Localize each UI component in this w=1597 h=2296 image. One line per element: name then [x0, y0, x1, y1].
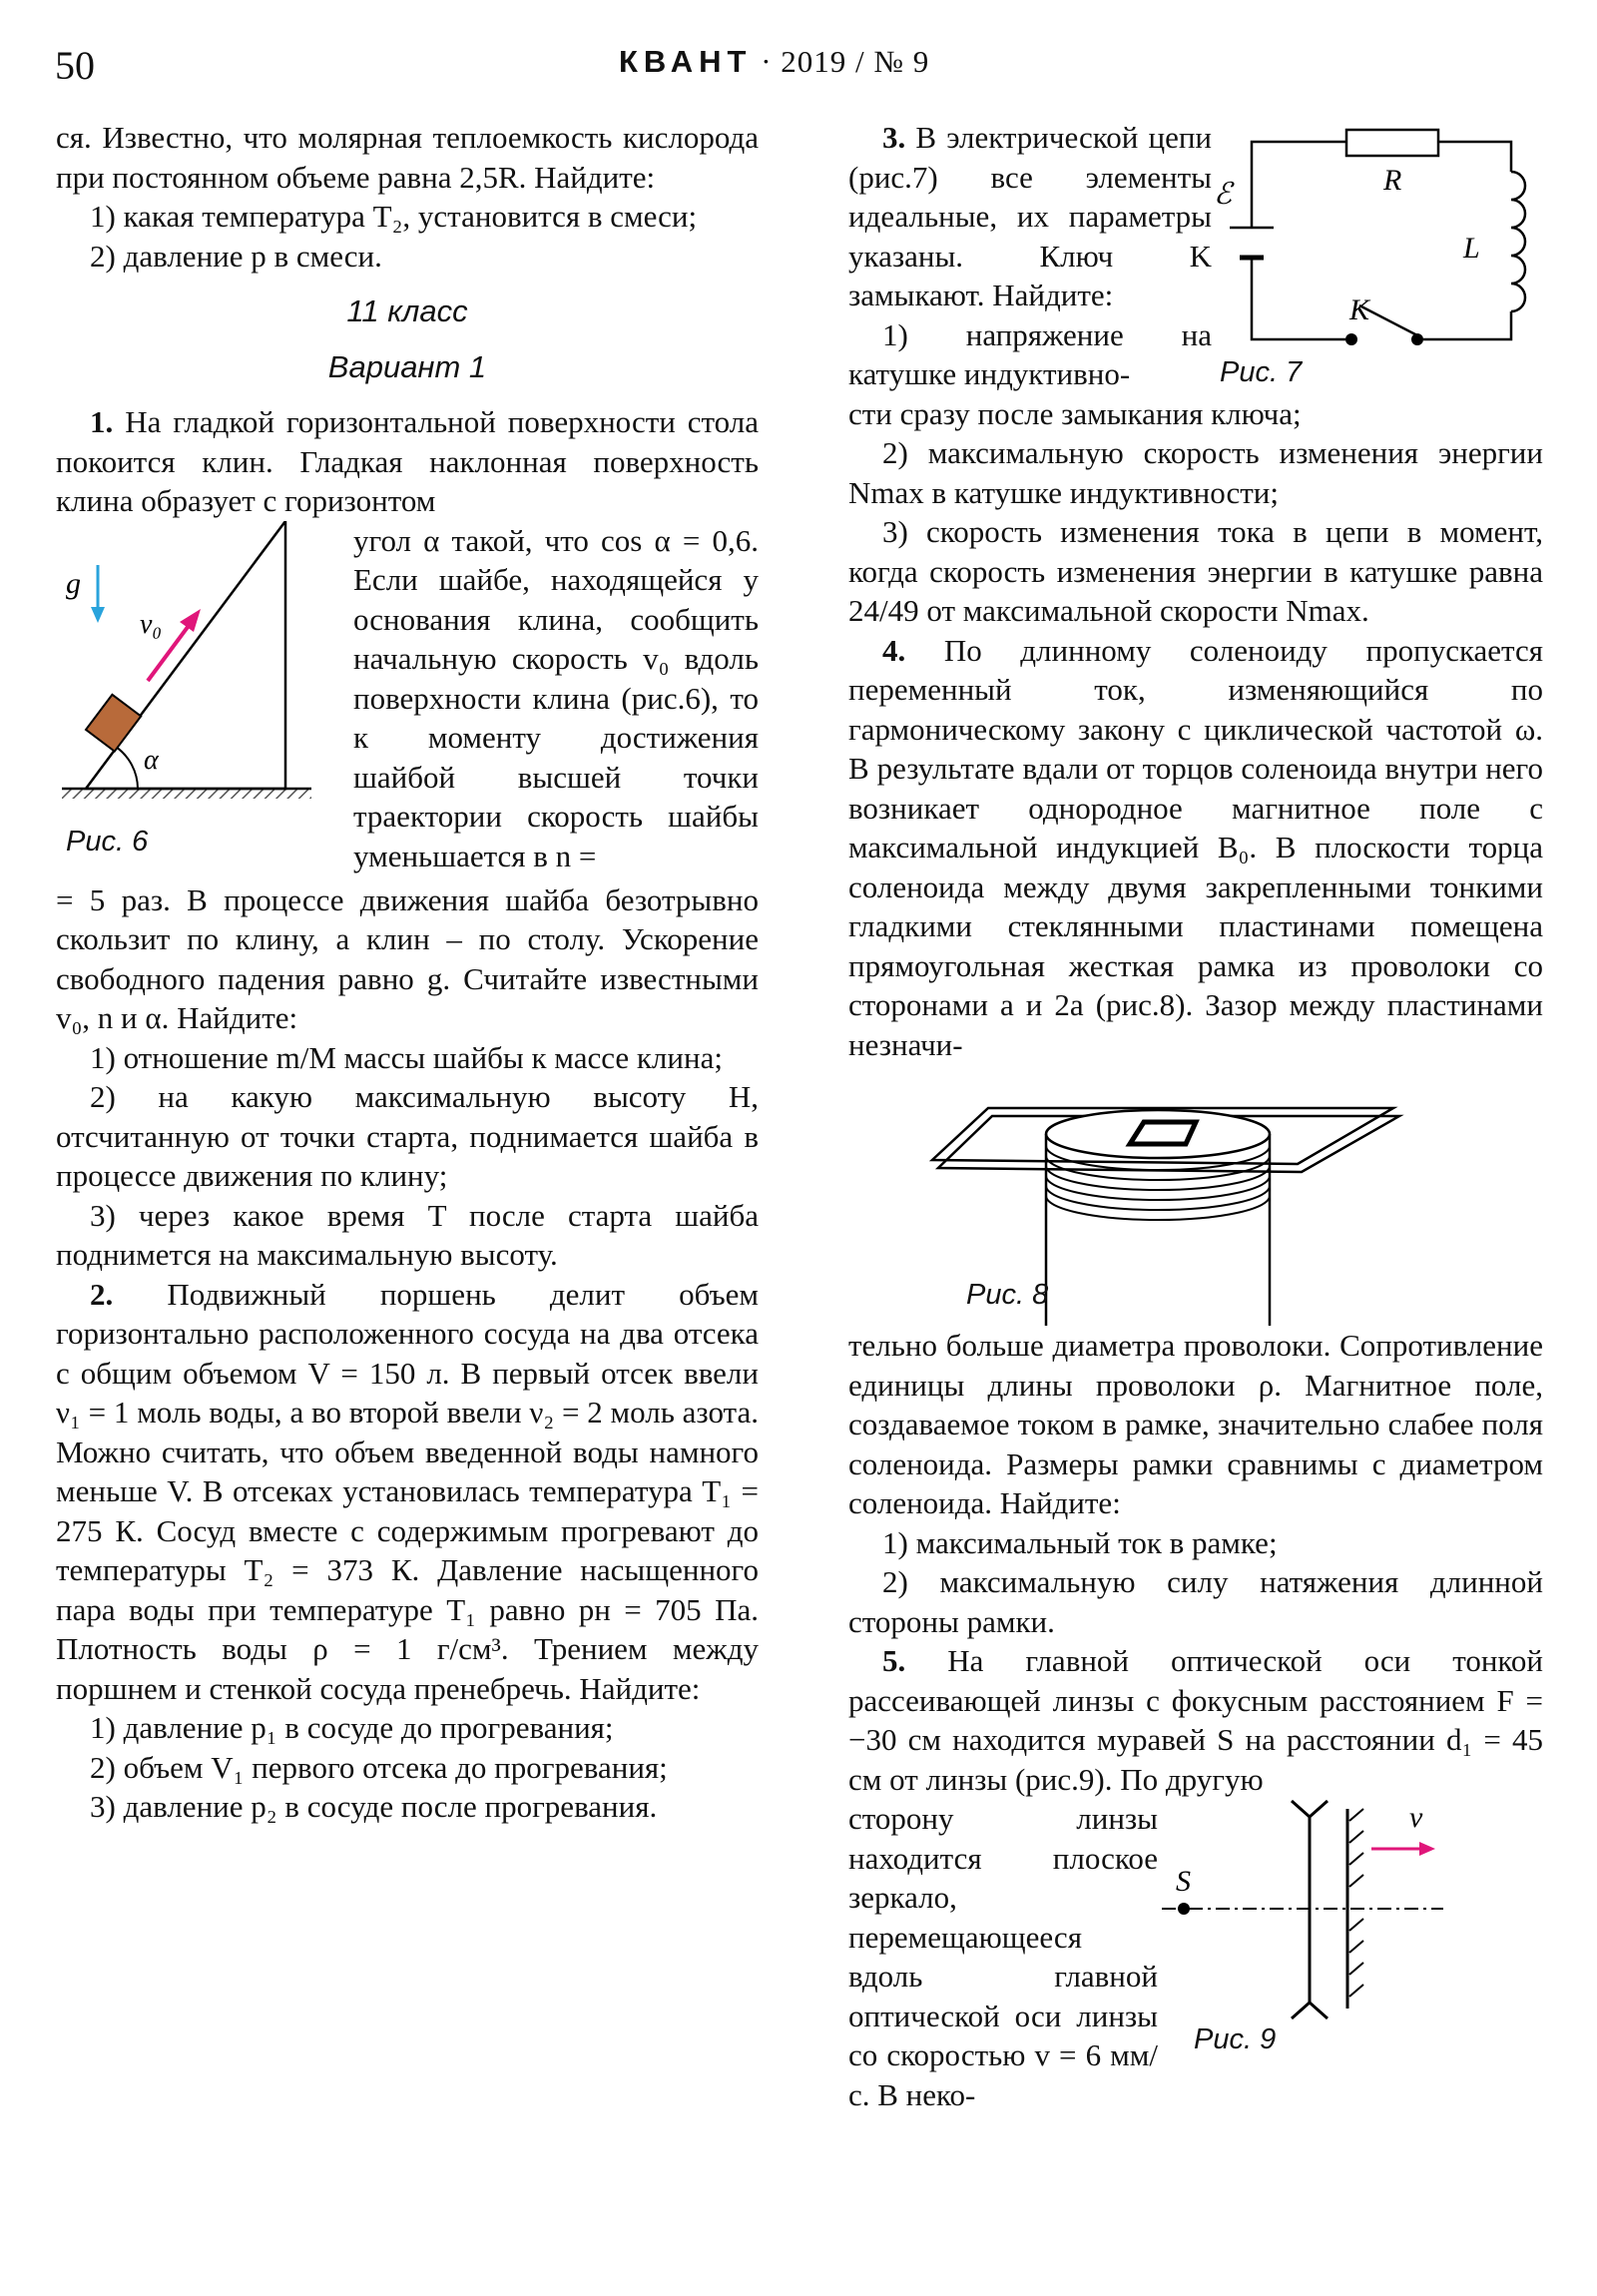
magazine-title: КВАНТ [619, 44, 753, 79]
alpha-label: α [144, 744, 159, 776]
circuit-diagram [1212, 118, 1543, 353]
wedge-diagram [56, 521, 347, 841]
task-4-question-2: 2) максимальную силу натяжения длинной стороны рамки. [848, 1564, 1543, 1639]
issue-number: · 2019 / № 9 [761, 44, 930, 79]
section-variant: Вариант 1 [327, 348, 487, 384]
task-3-question-3: 3) скорость изменения тока в цепи в момент, когда скорость изменения энергии в катушке равна 24/49 от максимальной скорости Nmax. [848, 514, 1543, 628]
emf-label: ℰ [1214, 178, 1233, 211]
task-label: 2. [90, 1276, 114, 1312]
figure-6-caption: Рис. 6 [66, 825, 149, 858]
ant-s [1178, 1903, 1190, 1915]
figure-9-caption: Рис. 9 [1194, 2023, 1277, 2055]
v0-label: v₀ [140, 608, 163, 640]
g-label: g [66, 566, 81, 600]
lens-mirror-diagram [1158, 1799, 1543, 2020]
table-surface [62, 789, 311, 799]
task-1-question-2: 2) на какую максимальную высоту H, отсчитанную от точки старта, поднимается шайба в процессе движения по клину; [56, 1079, 759, 1193]
s-label: S [1176, 1865, 1191, 1898]
v-label: v [1409, 1801, 1423, 1834]
task-1-intro [56, 402, 759, 521]
right-column [848, 118, 1543, 2114]
task-label: 4. [882, 632, 906, 668]
k-label: K [1349, 293, 1370, 326]
task-4-continued: тельно больше диаметра проволоки. Сопротивление единицы длины проволоки ρ. Магнитное поле, создаваемое током в рамке, значительно слабее поля соленоида. Размеры рамки сравнимы с диаметром соленоида. Найдите: [848, 1328, 1543, 1520]
page-number: 50 [55, 43, 95, 88]
figure-8 [848, 1064, 1543, 1326]
task-text: На гладкой горизонтальной поверхности стола покоится клин. Гладкая наклонная поверхность клина образует с горизонтом [56, 404, 760, 518]
inductor [1511, 172, 1525, 311]
resistor [1346, 130, 1438, 156]
task-1-question-1: 1) отношение m/M массы шайбы к массе клина; [90, 1039, 723, 1075]
figure-7-caption: Рис. 7 [1220, 356, 1303, 388]
figure-9 [1158, 1799, 1543, 2058]
figure-8-caption: Рис. 8 [966, 1279, 1049, 1311]
figure-7 [1212, 118, 1543, 387]
question-line: 2) давление p в смеси. [90, 238, 382, 274]
task-text: В электрической цепи (рис.7) все элементы идеальные, их параметры указаны. Ключ K замыкают. Найдите: [848, 120, 1213, 312]
task-4-question-1: 1) максимальный ток в рамке; [882, 1524, 1278, 1560]
left-column [56, 118, 759, 1827]
task-3-question-1: 1) напряжение на катушке индуктивно- [848, 316, 1212, 391]
task-1-wrapped-text: угол α такой, что cos α = 0,6. Если шайбе, находящейся у основания клина, сообщить начальную скорость v₀ вдоль поверхности клина (рис.6), то к моменту достижения шайбой высшей точки траектории скорость шайбы уменьшается в n = [353, 522, 759, 873]
task-3-question-1-cont: сти сразу после замыкания ключа; [848, 395, 1302, 431]
task-1-question-3: 3) через какое время T после старта шайба поднимется на максимальную высоту. [56, 1197, 759, 1272]
task-text: По длинному соленоиду пропускается переменный ток, изменяющийся по гармоническому закону с циклической частотой ω. В результате вдали от торцов соленоида внутри него возникает однородное магнитное поле с максимальной индукцией B₀. В плоскости торца соленоида между двумя закрепленными тонкими гладкими стеклянными пластинами помещена прямоугольная жесткая рамка из проволоки со сторонами a и 2a (рис.8). Зазор между пластинами незначи- [848, 632, 1544, 1062]
puck [86, 694, 141, 751]
l-label: L [1463, 232, 1480, 265]
task-text: Подвижный поршень делит объем горизонтально расположенного сосуда на два отсека с общим объемом V = 150 л. В первый отсек ввели ν₁ = 1 моль воды, а во второй ввели ν₂ = 2 моль азота. Можно считать, что объем введенной воды намного меньше V. В отсеках установилась температура T₁ = 275 К. Сосуд вместе с содержимым прогревают до температуры T₂ = 373 К. Давление насыщенного пара воды при температуре T₁ равно pн = 705 Па. Плотность воды ρ = 1 г/см³. Трением между поршнем и стенкой сосуда пренебречь. Найдите: [56, 1276, 760, 1706]
task-4 [848, 631, 1543, 1065]
question-line: 1) какая температура T₂, установится в смеси; [90, 199, 698, 234]
task-label: 3. [882, 120, 906, 155]
angle-arc [116, 747, 138, 789]
task-3-question-2: 2) максимальную скорость изменения энергии Nmax в катушке индуктивности; [848, 435, 1543, 510]
task-label: 1. [90, 404, 114, 439]
task-2-question-2: 2) объем V₁ первого отсека до прогревания; [90, 1749, 668, 1785]
continued-text: ся. Известно, что молярная теплоемкость кислорода при постоянном объеме равна 2,5R. Найдите: [56, 120, 759, 195]
task-1-continued: = 5 раз. В процессе движения шайба безотрывно скользит по клину, а клин – по столу. Ускорение свободного падения равно g. Считайте известными v₀, n и α. Найдите: [56, 881, 759, 1035]
task-5-wrapped-text: сторону линзы находится плоское зеркало, перемещающееся вдоль главной оптической оси линзы со скоростью v = 6 мм/с. В неко- [848, 1801, 1158, 2112]
task-2-question-3: 3) давление p₂ в сосуде после прогревания. [90, 1789, 658, 1824]
running-header [619, 44, 929, 80]
task-2-question-1: 1) давление p₁ в сосуде до прогревания; [90, 1710, 614, 1745]
task-2 [56, 1275, 759, 1709]
solenoid-diagram [848, 1064, 1543, 1326]
figure-6 [56, 521, 347, 880]
r-label: R [1383, 164, 1402, 197]
task-text: На главной оптической оси тонкой рассеивающей линзы с фокусным расстоянием F = −30 см находится муравей S на расстоянии d₁ = 45 см от линзы (рис.9). По другую [848, 1643, 1544, 1797]
section-class: 11 класс [346, 293, 468, 328]
task-label: 5. [882, 1643, 906, 1678]
task-5 [848, 1641, 1543, 1799]
